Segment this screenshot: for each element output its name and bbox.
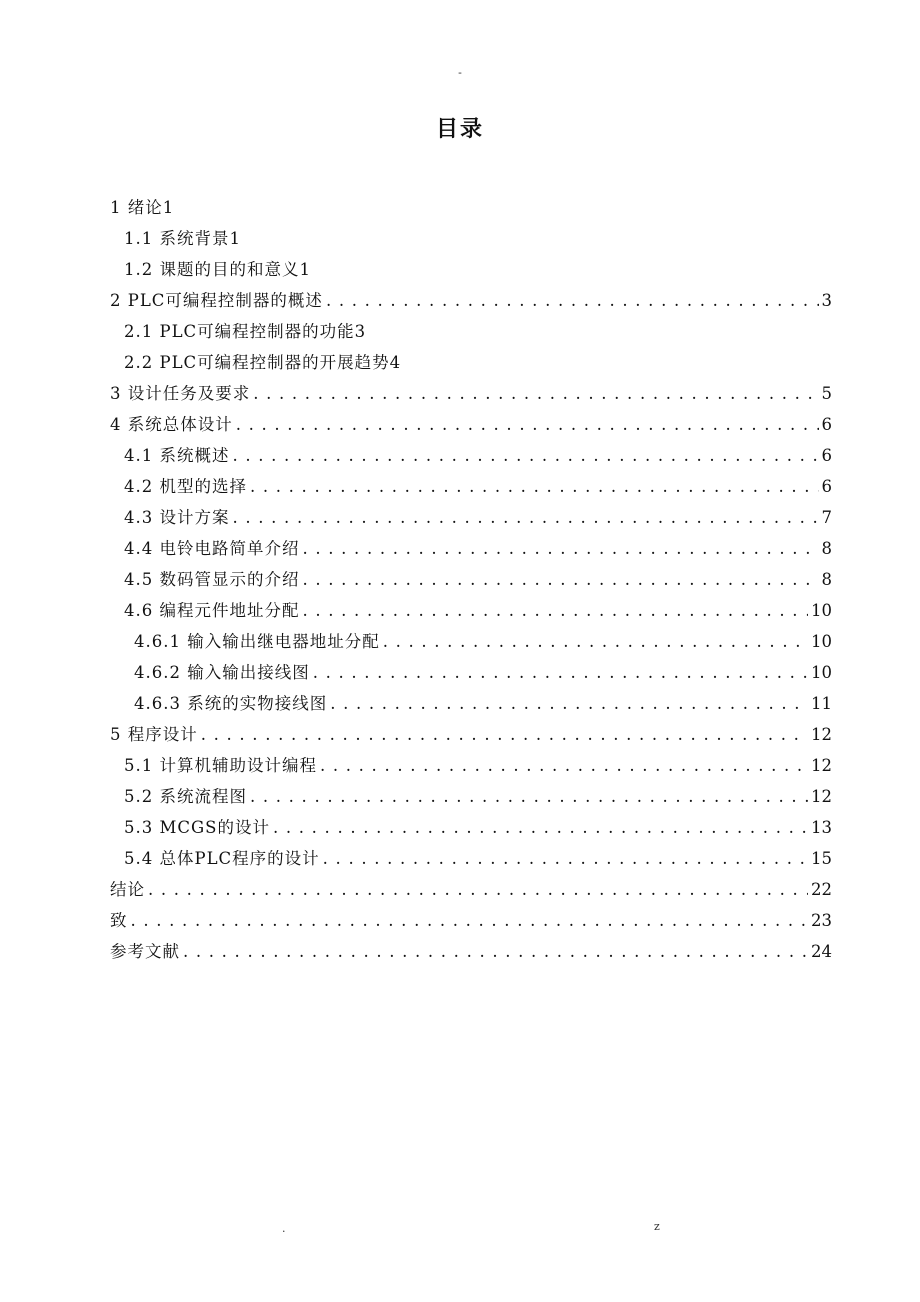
toc-page-number: 3 — [821, 291, 832, 310]
toc-entry-text: 5.1 计算机辅助设计编程 — [124, 756, 317, 775]
toc-entry — [124, 351, 401, 375]
toc-entry — [124, 785, 832, 809]
toc-leader — [303, 599, 809, 623]
toc-leader — [131, 909, 809, 933]
toc-leader — [330, 692, 808, 716]
header-mark: - — [458, 66, 462, 79]
toc-page-number: 10 — [811, 632, 832, 651]
toc-leader — [250, 475, 819, 499]
toc-leader — [303, 568, 819, 592]
toc-leader — [148, 878, 808, 902]
toc-page-number: 8 — [821, 570, 832, 589]
toc-entry-text: 5.3 MCGS的设计 — [124, 818, 270, 837]
toc-entry-text: 4.6.3 系统的实物接线图 — [134, 694, 328, 713]
toc-leader — [273, 816, 808, 840]
toc-entry — [124, 599, 832, 623]
toc-entry — [134, 661, 832, 685]
toc-entry — [110, 413, 832, 437]
toc-page-number: 6 — [821, 477, 832, 496]
toc-page-number: 10 — [811, 663, 832, 682]
toc-leader — [253, 382, 818, 406]
toc-entry-text: 4.3 设计方案 — [124, 508, 230, 527]
toc-entry — [124, 320, 366, 344]
toc-page-number: 12 — [811, 787, 832, 806]
toc-page-number: 12 — [811, 756, 832, 775]
toc-entry-text: 4 系统总体设计 — [110, 415, 233, 434]
toc-entry-text: 2.2 PLC可编程控制器的开展趋势4 — [124, 353, 402, 372]
toc-page-number: 8 — [821, 539, 832, 558]
toc-entry-text: 4.6.1 输入输出继电器地址分配 — [134, 632, 380, 651]
toc-entry-text: 4.4 电铃电路简单介绍 — [124, 539, 300, 558]
toc-entry — [124, 506, 832, 530]
page-title: 目录 — [435, 116, 484, 142]
toc-entry-text: 5.2 系统流程图 — [124, 787, 247, 806]
toc-entry — [110, 940, 832, 964]
toc-entry-text: 4.5 数码管显示的介绍 — [124, 570, 300, 589]
toc-leader — [320, 754, 808, 778]
toc-entry-text: 3 设计任务及要求 — [110, 384, 251, 403]
toc-leader — [303, 537, 819, 561]
toc-entry-text: 2 PLC可编程控制器的概述 — [110, 291, 323, 310]
toc-entry — [110, 723, 832, 747]
toc-entry-text: 5.4 总体PLC程序的设计 — [124, 849, 320, 868]
toc-entry — [124, 816, 832, 840]
toc-page-number: 5 — [821, 384, 832, 403]
toc-page-number: 22 — [811, 880, 832, 899]
toc-entry — [124, 568, 832, 592]
toc-page-number: 15 — [811, 849, 832, 868]
toc-leader — [183, 940, 808, 964]
toc-leader — [233, 444, 819, 468]
toc-page-number: 6 — [821, 415, 832, 434]
toc-entry — [124, 258, 311, 282]
toc-entry-text: 4.6 编程元件地址分配 — [124, 601, 300, 620]
toc-leader — [313, 661, 808, 685]
toc-entry — [124, 754, 832, 778]
toc-entry-text: 2.1 PLC可编程控制器的功能3 — [124, 322, 367, 341]
toc-page-number: 12 — [811, 725, 832, 744]
toc-leader — [236, 413, 819, 437]
toc-entry-text: 1.2 课题的目的和意义1 — [124, 260, 311, 279]
toc-entry — [134, 692, 832, 716]
toc-entry — [110, 382, 832, 406]
toc-entry — [110, 909, 832, 933]
toc-entry-text: 1 绪论1 — [110, 198, 175, 217]
toc-entry — [124, 847, 832, 871]
toc-entry — [110, 196, 174, 220]
toc-entry-text: 4.6.2 输入输出接线图 — [134, 663, 310, 682]
toc-entry-text: 参考文献 — [110, 942, 180, 961]
toc-page-number: 23 — [811, 911, 832, 930]
toc-entry-text: 4.1 系统概述 — [124, 446, 230, 465]
toc-entry-text: 5 程序设计 — [110, 725, 198, 744]
toc-entry — [124, 475, 832, 499]
toc-page-number: 11 — [811, 694, 832, 713]
toc-entry — [110, 289, 832, 313]
toc-page-number: 13 — [811, 818, 832, 837]
toc-leader — [250, 785, 808, 809]
toc-leader — [323, 847, 808, 871]
toc-leader — [383, 630, 808, 654]
toc-leader — [326, 289, 819, 313]
footer-right-mark: z — [654, 1220, 660, 1233]
footer-left-mark: . — [282, 1222, 286, 1235]
toc-page-number: 10 — [811, 601, 832, 620]
toc-leader — [233, 506, 819, 530]
toc-entry — [124, 537, 832, 561]
toc-page-number: 7 — [821, 508, 832, 527]
toc-page-number: 24 — [811, 942, 832, 961]
toc-entry — [134, 630, 832, 654]
toc-entry — [124, 227, 241, 251]
toc-entry-text: 致 — [110, 911, 128, 930]
toc-entry-text: 结论 — [110, 880, 145, 899]
toc-entry-text: 1.1 系统背景1 — [124, 229, 241, 248]
toc-entry — [110, 878, 832, 902]
toc-entry-text: 4.2 机型的选择 — [124, 477, 247, 496]
toc-entry — [124, 444, 832, 468]
toc-page-number: 6 — [821, 446, 832, 465]
toc-leader — [201, 723, 808, 747]
